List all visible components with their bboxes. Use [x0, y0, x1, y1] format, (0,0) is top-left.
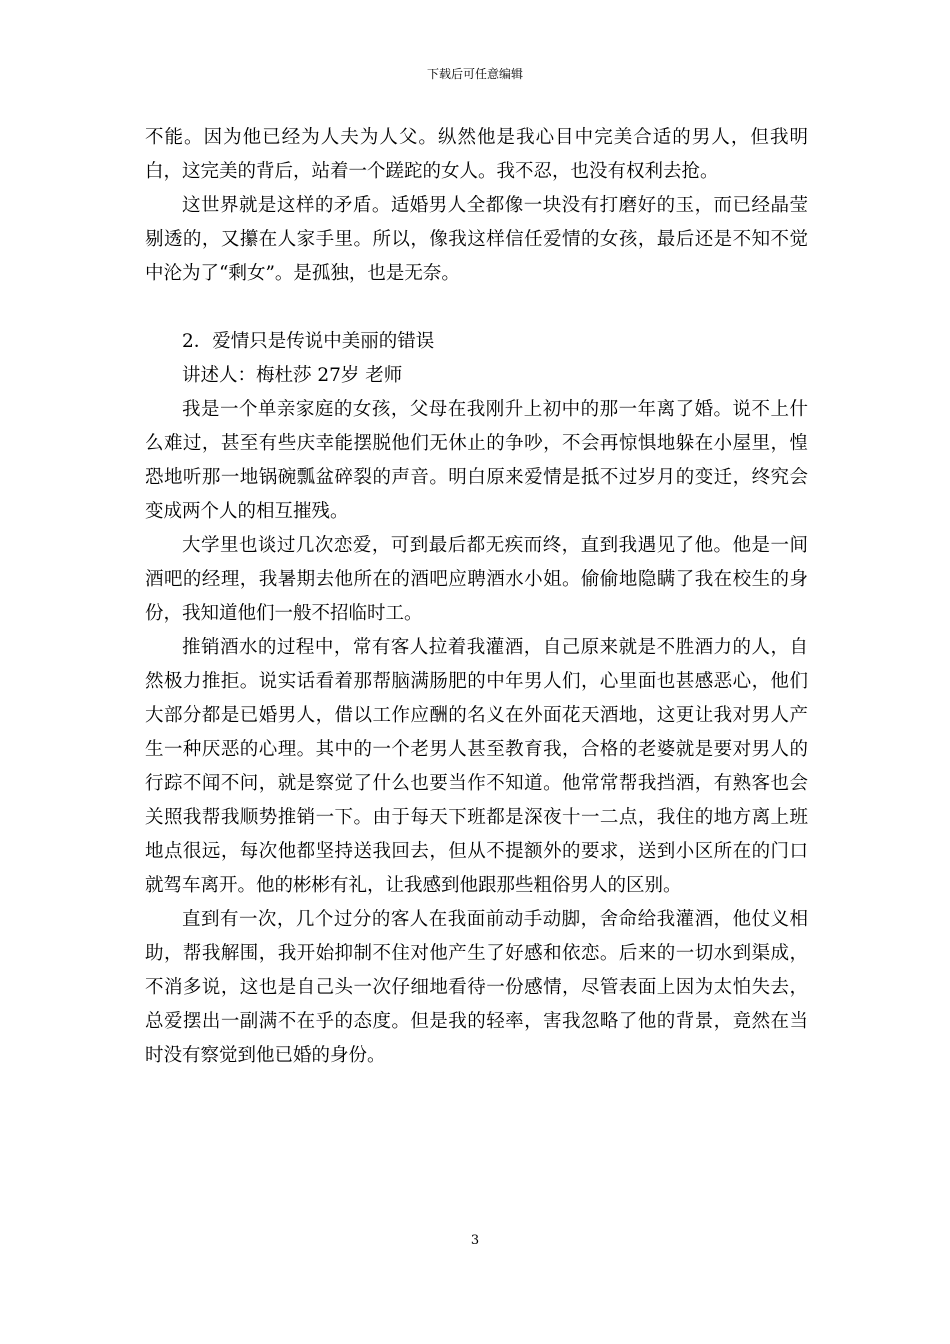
paragraph: 推销酒水的过程中，常有客人拉着我灌酒，自己原来就是不胜酒力的人，自然极力推拒。说实话看着那帮脑满肠肥的中年男人们，心里面也甚感恶心，他们大部分都是已婚男人，借以工作应酬的名义在外面花天酒地，这更让我对男人产生一种厌恶的心理。其中的一个老男人甚至教育我，合格的老婆就是要对男人的行踪不闻不问，就是察觉了什么也要当作不知道。他常常帮我挡酒，有熟客也会关照我帮我顺势推销一下。由于每天下班都是深夜十一二点，我住的地方离上班地点很远，每次他都坚持送我回去，但从不提额外的要求，送到小区所在的门口就驾车离开。他的彬彬有礼，让我感到他跟那些粗俗男人的区别。: [145, 637, 808, 896]
document-body: [145, 121, 808, 1073]
page-number: 3: [470, 1233, 480, 1248]
paragraph: 直到有一次，几个过分的客人在我面前动手动脚，舍命给我灌酒，他仗义相助，帮我解围，我开始抑制不住对他产生了好感和依恋。后来的一切水到渠成，不消多说，这也是自己头一次仔细地看待一份感情，尽管表面上因为太怕失去，总爱摆出一副满不在乎的态度。但是我的轻率，害我忽略了他的背景，竟然在当时没有察觉到他已婚的身份。: [145, 909, 808, 1066]
page-header: 下载后可任意编辑: [426, 67, 523, 81]
paragraph: 这世界就是这样的矛盾。适婚男人全都像一块没有打磨好的玉，而已经晶莹剔透的，又攥在人家手里。所以，像我这样信任爱情的女孩，最后还是不知不觉中沦为了“剩女”。是孤独，也是无奈。: [145, 195, 808, 284]
paragraph: 我是一个单亲家庭的女孩，父母在我刚升上初中的那一年离了婚。说不上什么难过，甚至有些庆幸能摆脱他们无休止的争吵，不会再惊惧地躲在小屋里，惶恐地听那一地锅碗瓢盆碎裂的声音。明白原来爱情是抵不过岁月的变迁，终究会变成两个人的相互摧残。: [145, 399, 808, 522]
paragraph: 大学里也谈过几次恋爱，可到最后都无疾而终，直到我遇见了他。他是一间酒吧的经理，我暑期去他所在的酒吧应聘酒水小姐。偷偷地隐瞒了我在校生的身份，我知道他们一般不招临时工。: [145, 535, 808, 624]
narrator-line: 讲述人：梅杜莎 27岁 老师: [182, 365, 403, 386]
blank-line: [145, 291, 808, 325]
section-title: 2．爱情只是传说中美丽的错误: [182, 331, 435, 352]
paragraph-continued: 不能。因为他已经为人夫为人父。纵然他是我心目中完美合适的男人，但我明白，这完美的背后，站着一个蹉跎的女人。我不忍，也没有权利去抢。: [145, 127, 808, 182]
